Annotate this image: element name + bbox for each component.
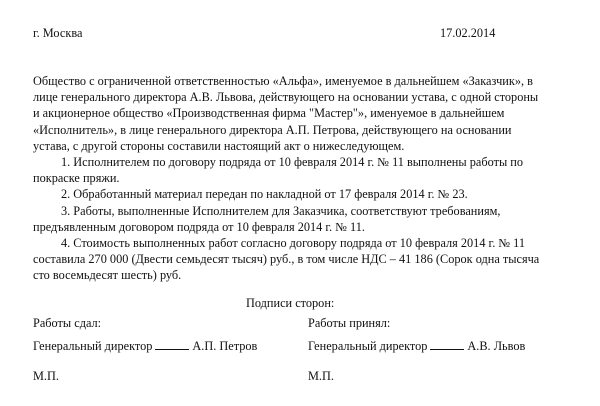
document-city: г. Москва bbox=[33, 26, 83, 40]
signature-blank bbox=[430, 338, 464, 350]
clause-1-line: 1. Исполнителем по договору подряда от 10 февраля 2014 г. № 11 выполнены работы по bbox=[61, 154, 524, 169]
accepted-heading: Работы принял: bbox=[308, 316, 391, 330]
handed-over-heading: Работы сдал: bbox=[33, 316, 102, 330]
body-line: лице генерального директора А.В. Львова, действующего на основании устава, с одной стороны bbox=[33, 90, 539, 105]
body-line: «Исполнитель», в лице генерального директора А.П. Петрова, действующего на основании bbox=[33, 122, 512, 137]
clause-1-line: покраске пряжи. bbox=[33, 171, 120, 186]
document-date: 17.02.2014 bbox=[440, 26, 496, 40]
clause-2-line: 2. Обработанный материал передан по накладной от 17 февраля 2014 г. № 23. bbox=[61, 187, 468, 202]
customer-position: Генеральный директор bbox=[308, 339, 428, 353]
customer-signature-line bbox=[308, 338, 525, 354]
clause-4-line: сто восемьдесят шесть) руб. bbox=[33, 268, 182, 283]
contractor-stamp-place: М.П. bbox=[33, 369, 59, 383]
contractor-signature-line bbox=[33, 338, 257, 354]
clause-4-line: составила 270 000 (Двести семьдесят тысяч) руб., в том числе НДС – 41 186 (Сорок одна тысяча bbox=[33, 252, 540, 267]
clause-3-line: предъявленным договором подряда от 10 февраля 2014 г. № 11. bbox=[33, 219, 365, 234]
contractor-signatory-name: А.П. Петров bbox=[192, 339, 258, 353]
customer-signatory-name: А.В. Львов bbox=[467, 339, 526, 353]
document-body bbox=[33, 73, 563, 283]
signature-blank bbox=[155, 338, 189, 350]
customer-stamp-place: М.П. bbox=[308, 369, 334, 383]
signatures-title: Подписи сторон: bbox=[246, 296, 335, 310]
clause-3-line: 3. Работы, выполненные Исполнителем для Заказчика, соответствуют требованиям, bbox=[61, 203, 501, 218]
body-line: устава, с другой стороны составили настоящий акт о нижеследующем. bbox=[33, 138, 405, 153]
body-line: Общество с ограниченной ответственностью «Альфа», именуемое в дальнейшем «Заказчик», в bbox=[33, 74, 533, 88]
body-line: и акционерное общество «Производственная фирма "Мастер"», именуемое в дальнейшем bbox=[33, 106, 505, 121]
clause-4-line: 4. Стоимость выполненных работ согласно договору подряда от 10 февраля 2014 г. № 11 bbox=[61, 235, 525, 250]
contractor-position: Генеральный директор bbox=[33, 339, 153, 353]
